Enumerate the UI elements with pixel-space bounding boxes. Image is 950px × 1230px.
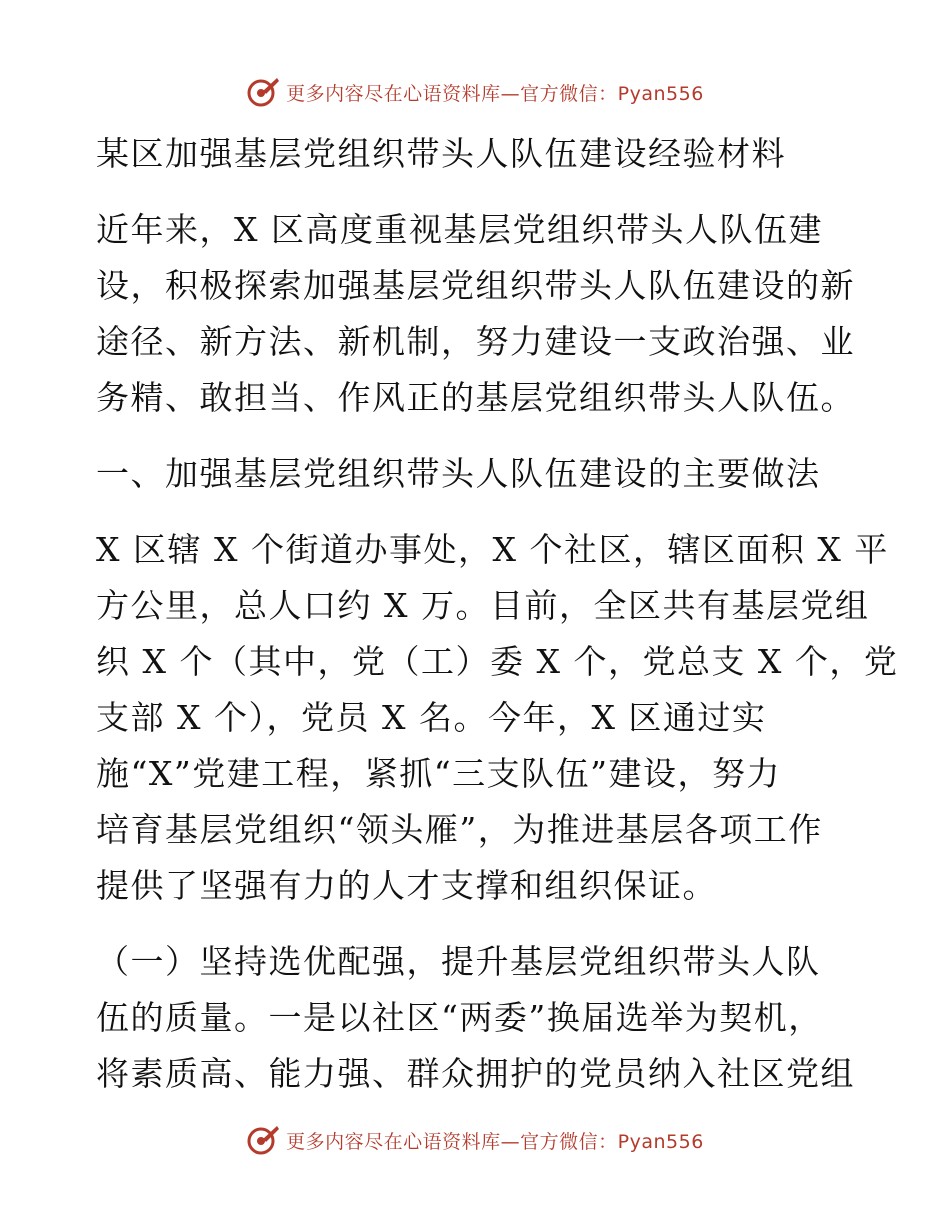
pen-logo-icon: [246, 1123, 280, 1157]
paragraph-subsection-one: [96, 934, 856, 1102]
text-line: （一）坚持选优配强，提升基层党组织带头人队: [96, 942, 821, 981]
spacer: [96, 182, 856, 202]
spacer: [96, 914, 856, 934]
section-heading: 一、加强基层党组织带头人队伍建设的主要做法: [96, 454, 821, 493]
text-line: 织 X 个（其中，党（工）委 X 个，党总支 X 个，党: [96, 642, 899, 681]
spacer: [96, 426, 856, 446]
watermark-text: 更多内容尽在心语资料库—官方微信：Pyan556: [286, 1130, 704, 1153]
text-line: 伍的质量。一是以社区“两委”换届选举为契机，: [96, 998, 823, 1037]
text-line: 提供了坚强有力的人才支撑和组织保证。: [96, 866, 717, 905]
text-line: 方公里，总人口约 X 万。目前，全区共有基层党组: [96, 586, 870, 625]
text-line: 务精、敢担当、作风正的基层党组织带头人队伍。: [96, 378, 855, 417]
paragraph-district-overview: [96, 522, 899, 914]
document-title: 某区加强基层党组织带头人队伍建设经验材料: [96, 134, 786, 173]
watermark-banner-bottom: [0, 1120, 950, 1160]
watermark-bottom-inner: [246, 1123, 704, 1157]
document-body: [96, 126, 899, 1102]
watermark-text: 更多内容尽在心语资料库—官方微信：Pyan556: [286, 82, 704, 105]
text-line: 近年来，X 区高度重视基层党组织带头人队伍建: [96, 210, 823, 249]
paragraph-intro: [96, 202, 856, 426]
text-line: 途径、新方法、新机制，努力建设一支政治强、业: [96, 322, 855, 361]
watermark-banner-top: [0, 72, 950, 112]
text-line: 支部 X 个），党员 X 名。今年，X 区通过实: [96, 698, 767, 737]
spacer: [96, 502, 856, 522]
text-line: 培育基层党组织“领头雁”，为推进基层各项工作: [96, 810, 823, 849]
text-line: 将素质高、能力强、群众拥护的党员纳入社区党组: [96, 1054, 855, 1093]
text-line: X 区辖 X 个街道办事处，X 个社区，辖区面积 X 平: [96, 530, 889, 569]
text-line: 施“X”党建工程，紧抓“三支队伍”建设，努力: [96, 754, 781, 793]
watermark-top-inner: [246, 75, 704, 109]
text-line: 设，积极探索加强基层党组织带头人队伍建设的新: [96, 266, 855, 305]
pen-logo-icon: [246, 75, 280, 109]
paragraph-section-heading: [96, 446, 856, 502]
